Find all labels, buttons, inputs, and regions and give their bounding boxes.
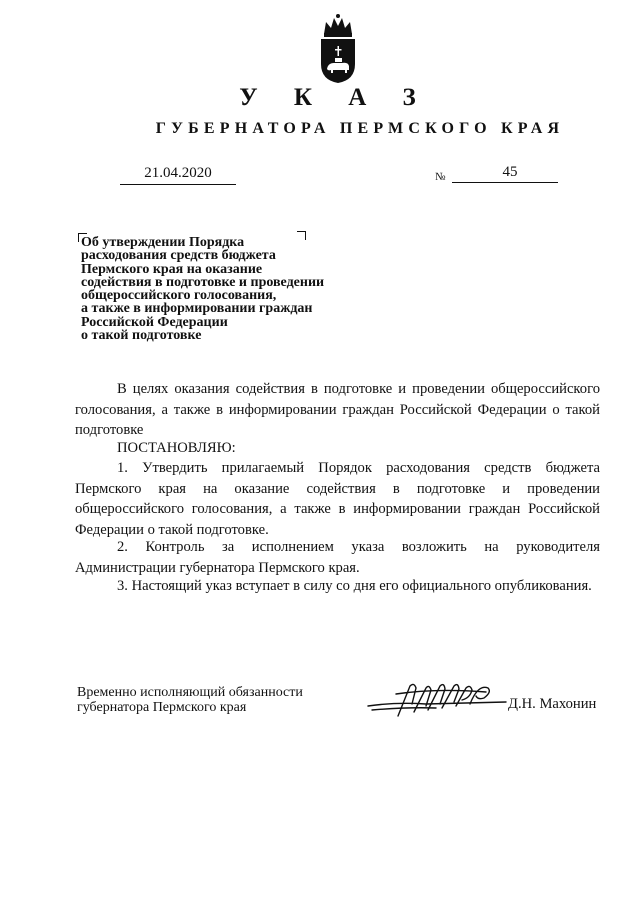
- decree-word: ПОСТАНОВЛЯЮ:: [117, 440, 236, 456]
- clause-1: 1. Утвердить прилагаемый Порядок расходования средств бюджета Пермского края на оказание содействия в подготовке и проведении общероссийского голосования, а также в информировании граждан Российской Федерации о такой подготовке.: [75, 460, 600, 538]
- coat-of-arms-icon: [318, 12, 358, 84]
- document-subject: [81, 236, 381, 342]
- issuer-title: ГУБЕРНАТОРА ПЕРМСКОГО КРАЯ: [155, 120, 565, 137]
- preamble-paragraph: В целях оказания содействия в подготовке и проведении общероссийского голосования, а также в информировании граждан Российской Федерации о такой подготовке: [75, 381, 600, 438]
- number-label: №: [435, 171, 446, 183]
- document-date: 21.04.2020: [144, 165, 212, 181]
- position-line: Временно исполняющий обязанности: [77, 685, 303, 700]
- document-type-title: У К А З: [239, 84, 431, 111]
- number-field: [452, 164, 558, 183]
- subject-line: расходования средств бюджета: [81, 248, 276, 264]
- subject-line: Об утверждении Порядка: [81, 235, 245, 250]
- subject-line: общероссийского голосования,: [81, 288, 277, 304]
- subject-line: содействия в подготовке и проведении: [81, 274, 325, 290]
- subject-line: а также в информировании граждан: [81, 301, 313, 317]
- clause-2: 2. Контроль за исполнением указа возложить на руководителя Администрации губернатора Пермского края.: [75, 539, 600, 576]
- handwritten-signature: [366, 680, 516, 720]
- signatory-name: Д.Н. Махонин: [508, 696, 597, 712]
- document-number: 45: [502, 164, 518, 180]
- date-field: [120, 165, 236, 185]
- clause-3: 3. Настоящий указ вступает в силу со дня его официального опубликования.: [117, 578, 592, 594]
- subject-line: о такой подготовке: [81, 328, 202, 344]
- subject-line: Пермского края на оказание: [81, 261, 263, 277]
- position-line: губернатора Пермского края: [77, 699, 247, 715]
- signatory-position: [77, 686, 303, 715]
- subject-line: Российской Федерации: [81, 314, 228, 330]
